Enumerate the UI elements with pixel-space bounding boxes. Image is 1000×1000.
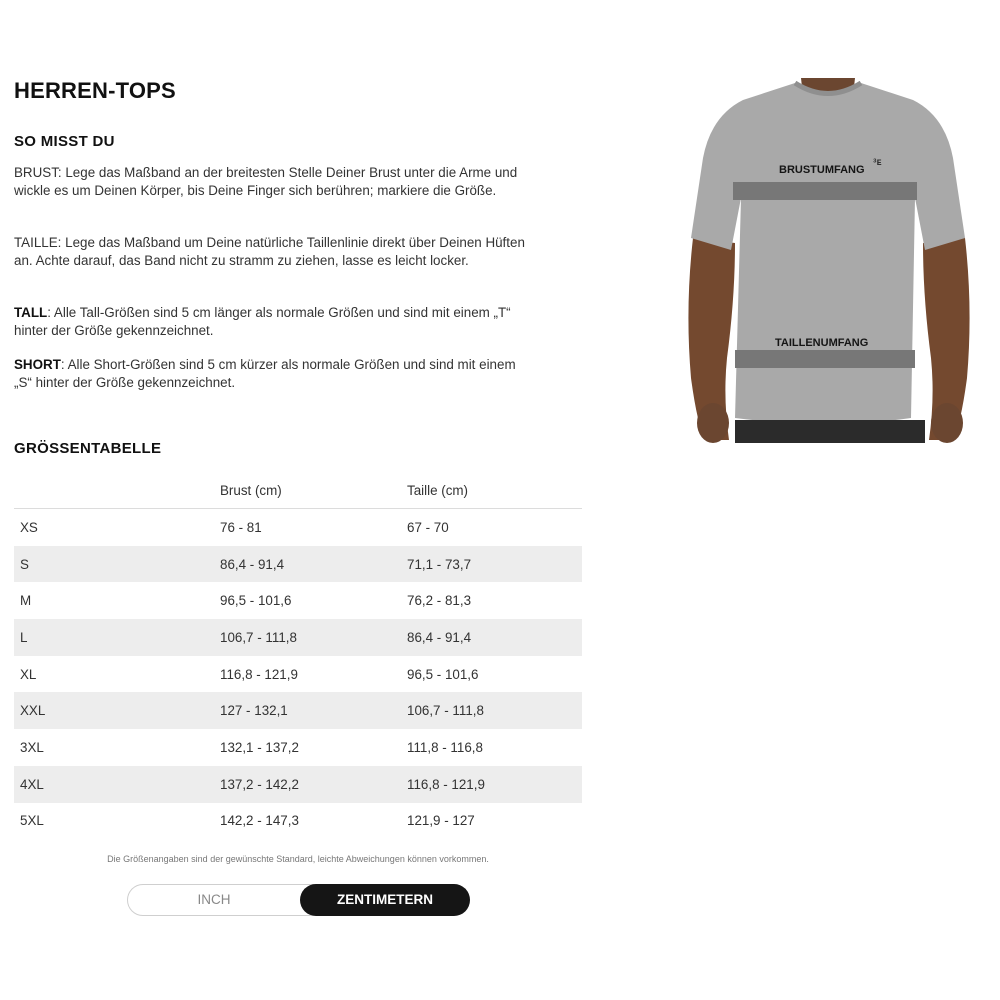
taille-cell: 67 - 70	[407, 519, 449, 535]
brand-logo-icon: ᵌᴇ	[873, 157, 882, 168]
taille-cell: 116,8 - 121,9	[407, 766, 582, 803]
waist-measure-band	[735, 350, 915, 368]
table-header-row	[14, 472, 582, 509]
brust-cell: 127 - 132,1	[220, 692, 407, 729]
size-cell: 4XL	[14, 766, 220, 803]
taille-cell: 121,9 - 127	[407, 813, 475, 829]
page-title: HERREN-TOPS	[14, 78, 176, 103]
chest-measure-label: BRUSTUMFANG	[779, 164, 865, 176]
centimeter-button[interactable]: ZENTIMETERN	[300, 884, 470, 916]
brust-instruction: BRUST: Lege das Maßband an der breitesten Stelle Deiner Brust unter die Arme und wickle es um Deinen Körper, bis Deine Finger sich berühren; markiere die Größe.	[14, 165, 518, 198]
table-row	[14, 546, 582, 583]
measurement-figure	[683, 78, 975, 443]
size-table-heading: GRÖSSENTABELLE	[14, 440, 162, 457]
brust-cell: 142,2 - 147,3	[220, 813, 299, 829]
brust-cell: 96,5 - 101,6	[220, 593, 292, 609]
brust-cell: 137,2 - 142,2	[220, 766, 407, 803]
tall-text: Alle Tall-Größen sind 5 cm länger als normale Größen und sind mit einem „T“ hinter der Größe gekennzeichnet.	[14, 305, 511, 338]
brust-cell: 106,7 - 111,8	[220, 619, 407, 656]
short-text: Alle Short-Größen sind 5 cm kürzer als normale Größen und sind mit einem „S“ hinter der Größe gekennzeichnet.	[14, 357, 516, 390]
taille-cell: 96,5 - 101,6	[407, 666, 479, 682]
size-cell: XL	[20, 666, 37, 682]
tall-instruction: TALL: Alle Tall-Größen sind 5 cm länger als normale Größen und sind mit einem „T“ hinter der Größe gekennzeichnet.	[14, 305, 511, 338]
taille-cell: 86,4 - 91,4	[407, 619, 582, 656]
brust-cell: 86,4 - 91,4	[220, 546, 407, 583]
table-row	[14, 803, 582, 840]
brust-cell: 132,1 - 137,2	[220, 739, 299, 755]
short-instruction: SHORT: Alle Short-Größen sind 5 cm kürzer als normale Größen und sind mit einem „S“ hinter der Größe gekennzeichnet.	[14, 357, 516, 390]
short-label: SHORT	[14, 357, 61, 372]
table-row	[14, 692, 582, 729]
how-to-measure-heading: SO MISST DU	[14, 133, 115, 150]
taille-cell: 111,8 - 116,8	[407, 739, 483, 755]
size-cell: M	[20, 593, 32, 609]
table-row	[14, 509, 582, 546]
size-table	[14, 472, 582, 839]
size-cell: XS	[20, 519, 38, 535]
taille-cell: 71,1 - 73,7	[407, 546, 582, 583]
taille-instruction: TAILLE: Lege das Maßband um Deine natürliche Taillenlinie direkt über Deinen Hüften an. Achte darauf, das Band nicht zu stramm zu ziehen, lasse es leicht locker.	[14, 235, 525, 268]
size-cell: XXL	[14, 692, 220, 729]
taille-cell: 106,7 - 111,8	[407, 692, 582, 729]
shorts-shape	[735, 420, 925, 443]
tall-label: TALL	[14, 305, 48, 320]
table-row	[14, 656, 582, 693]
table-row	[14, 582, 582, 619]
table-row	[14, 619, 582, 656]
size-cell: 3XL	[20, 739, 44, 755]
column-header-brust: Brust (cm)	[220, 472, 407, 509]
chest-measure-band	[733, 182, 917, 200]
size-disclaimer: Die Größenangaben sind der gewünschte Standard, leichte Abweichungen können vorkommen.	[107, 854, 489, 864]
brust-label: BRUST	[14, 165, 58, 180]
table-row	[14, 729, 582, 766]
brust-text: Lege das Maßband an der breitesten Stelle Deiner Brust unter die Arme und wickle es um Deinen Körper, bis Deine Finger sich berühren; markiere die Größe.	[14, 165, 518, 198]
model-shirt-illustration	[683, 78, 975, 443]
right-hand-shape	[931, 403, 963, 443]
brust-cell: 116,8 - 121,9	[220, 666, 298, 682]
brust-cell: 76 - 81	[220, 519, 262, 535]
column-header-size	[14, 472, 220, 509]
taille-text: Lege das Maßband um Deine natürliche Taillenlinie direkt über Deinen Hüften an. Achte darauf, das Band nicht zu stramm zu ziehen, lasse es leicht locker.	[14, 235, 525, 268]
size-cell: L	[14, 619, 220, 656]
unit-toggle	[127, 884, 469, 916]
inch-button[interactable]: INCH	[197, 892, 231, 907]
taille-cell: 76,2 - 81,3	[407, 593, 472, 609]
size-cell: 5XL	[20, 813, 44, 829]
table-row	[14, 766, 582, 803]
left-hand-shape	[697, 403, 729, 443]
waist-measure-label: TAILLENUMFANG	[775, 337, 869, 349]
column-header-taille: Taille (cm)	[407, 472, 582, 509]
taille-label: TAILLE	[14, 235, 58, 250]
size-cell: S	[14, 546, 220, 583]
